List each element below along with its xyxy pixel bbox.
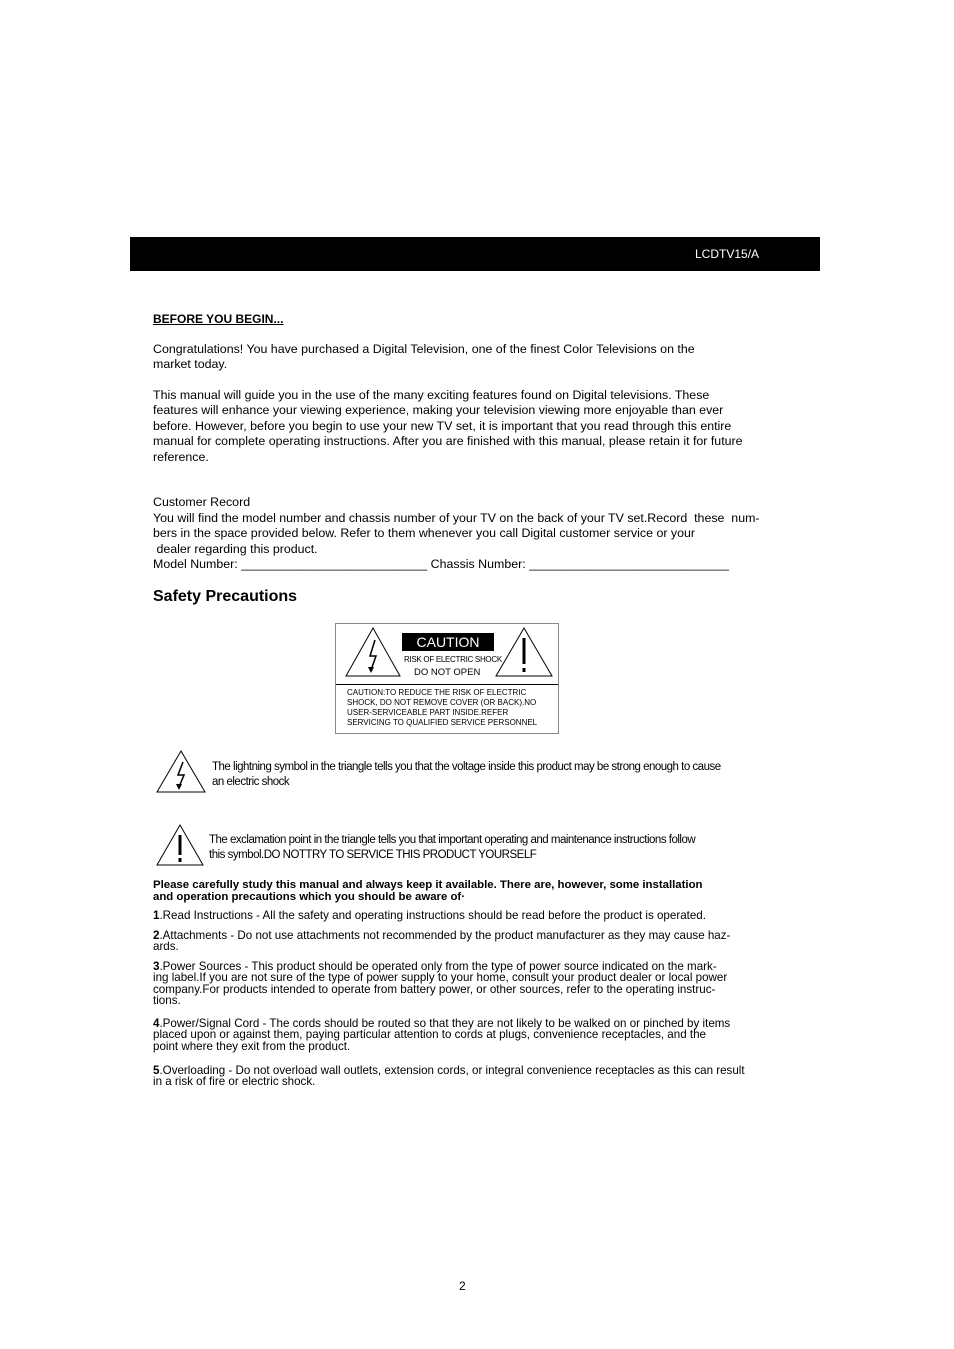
text-line: ards. [153, 940, 179, 954]
text-line: before. However, before you begin to use your new TV set, it is important that you read through this entire [153, 418, 732, 433]
text-line: ing label.If you are not sure of the type of power supply to your home, consult your product dealer or local power [153, 971, 728, 985]
text-line: .Power/Signal Cord - The cords should be routed so that they are not likely to be walked on or pinched by items [159, 1017, 731, 1030]
text-line: This manual will guide you in the use of the many exciting features found on Digital televisions. These [153, 388, 710, 402]
list-item [153, 961, 781, 1007]
record-fields-line: Model Number: ___________________________ Chassis Number: _____________________________ [153, 557, 729, 571]
customer-record-paragraph [153, 480, 760, 557]
caution-label-box [335, 623, 559, 734]
text-line: manual for complete operating instructions. After you are finished with this manual, please retain it for future [153, 434, 743, 449]
item-number: 5 [153, 1064, 160, 1077]
text-line: an electric shock [212, 776, 290, 788]
text-line: point where they exit from the product. [153, 1039, 351, 1053]
caution-body-text [347, 688, 537, 728]
risk-of-shock-text: RISK OF ELECTRIC SHOCK [404, 655, 502, 664]
text-line: .Read Instructions - All the safety and operating instructions should be read before the product is operated. [159, 909, 706, 922]
text-line: Congratulations! You have purchased a Digital Television, one of the finest Color Televisions on the [153, 342, 695, 356]
customer-record-heading: Customer Record [153, 495, 251, 510]
text-line: bers in the space provided below. Refer to them whenever you call Digital customer service or your [153, 526, 696, 541]
model-code: LCDTV15/A [695, 247, 760, 261]
header-bar [130, 237, 820, 271]
exclamation-triangle-icon [494, 626, 554, 678]
text-line: SERVICING TO QUALIFIED SERVICE PERSONNEL [347, 718, 538, 727]
text-line: You will find the model number and chassis number of your TV on the back of your TV set.Record these num- [153, 510, 760, 525]
item-number: 4 [153, 1017, 160, 1030]
text-line: The exclamation point in the triangle tells you that important operating and maintenance instructions follow [209, 834, 696, 846]
text-line: .Attachments - Do not use attachments not recommended by the product manufacturer as they may cause haz- [159, 929, 731, 942]
study-manual-notice [153, 880, 781, 903]
item-number: 1 [153, 909, 160, 922]
text-line: .Overloading - Do not overload wall outlets, extension cords, or integral convenience receptacles as this can result [159, 1064, 745, 1077]
text-line: in a risk of fire or electric shock. [153, 1075, 316, 1089]
manual-paragraph [153, 388, 743, 465]
do-not-open-text: DO NOT OPEN [414, 667, 481, 678]
text-line: reference. [153, 449, 209, 464]
text-line: The lightning symbol in the triangle tells you that the voltage inside this product may be strong enough to cause [212, 761, 721, 773]
intro-paragraph [153, 342, 695, 373]
exclamation-symbol-explanation [209, 833, 695, 863]
list-item [153, 1018, 781, 1052]
text-line: and operation precautions which you should be aware of· [153, 890, 466, 903]
caution-divider [336, 684, 558, 685]
text-line: SHOCK, DO NOT REMOVE COVER (OR BACK).NO [347, 698, 537, 707]
safety-precautions-heading: Safety Precautions [153, 588, 298, 605]
text-line: tions. [153, 994, 181, 1008]
text-line: CAUTION:TO REDUCE THE RISK OF ELECTRIC [347, 688, 527, 697]
text-line: Please carefully study this manual and always keep it available. There are, however, some installation [153, 879, 703, 891]
text-line: this symbol.DO NOTTRY TO SERVICE THIS PRODUCT YOURSELF [209, 849, 537, 861]
page-number: 2 [459, 1279, 466, 1293]
text-line: placed upon or against them, paying particular attention to cords at plugs, convenience receptacles, and the [153, 1028, 706, 1042]
text-line: dealer regarding this product. [153, 541, 318, 556]
text-line: company.For products intended to operate from battery power, or other sources, refer to the operating instruc- [153, 982, 716, 996]
caution-label: CAUTION [402, 633, 494, 651]
text-line: features will enhance your viewing experience, making your television viewing more enjoyable than ever [153, 403, 724, 418]
list-item [153, 930, 781, 953]
item-number: 2 [153, 929, 160, 942]
lightning-triangle-icon [344, 626, 402, 678]
section-heading-before-you-begin: BEFORE YOU BEGIN... [153, 312, 284, 326]
exclamation-triangle-icon [156, 824, 204, 867]
lightning-symbol-explanation [212, 760, 721, 790]
text-line: market today. [153, 357, 228, 372]
lightning-triangle-icon [156, 750, 206, 794]
text-line: USER-SERVICEABLE PART INSIDE.REFER [347, 708, 509, 717]
list-item [153, 1065, 781, 1088]
item-number: 3 [153, 960, 160, 973]
text-line: .Power Sources - This product should be operated only from the type of power source indicated on the mark- [159, 960, 717, 973]
list-item [153, 910, 781, 921]
